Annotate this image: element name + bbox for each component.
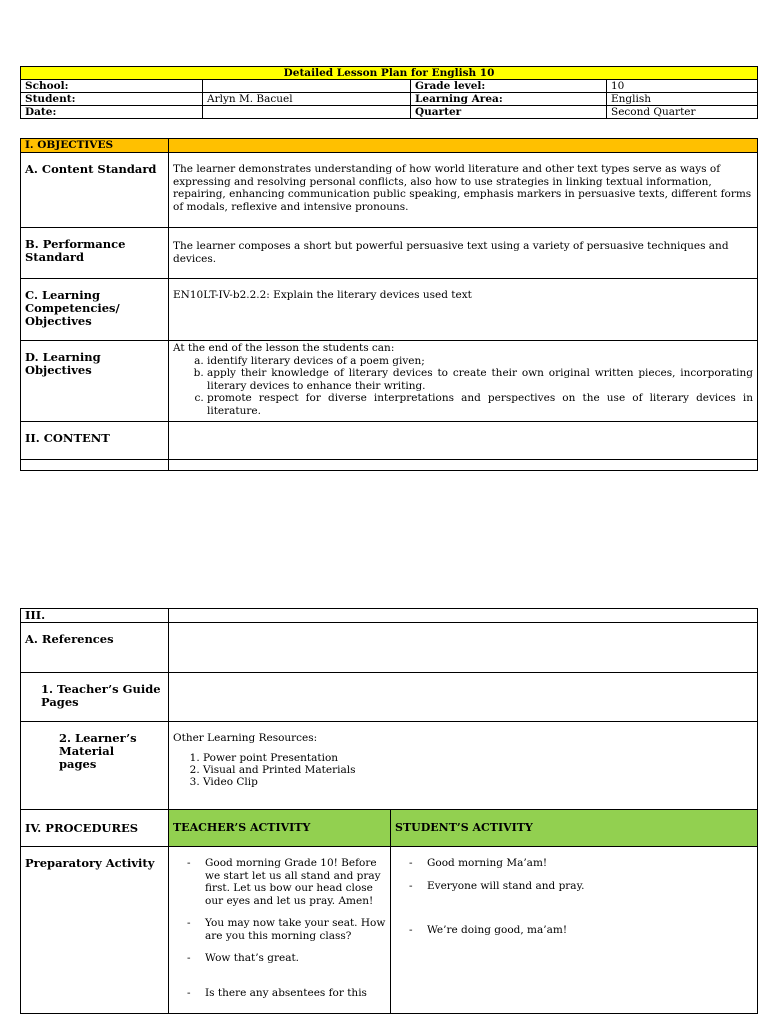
date-label: Date: xyxy=(21,106,203,119)
performance-standard-label: B. Performance Standard xyxy=(21,228,169,279)
objectives-heading-fill xyxy=(169,139,758,153)
procedures-label: IV. PROCEDURES xyxy=(21,810,169,847)
student-activity-item: - We’re doing good, ma’am! xyxy=(409,924,753,937)
teachers-guide-label: 1. Teacher’s Guide Pages xyxy=(21,673,169,722)
content-label: II. CONTENT xyxy=(21,422,169,460)
learning-objectives-cell xyxy=(169,341,758,422)
teacher-activity-item: - Is there any absentees for this xyxy=(187,987,386,1000)
resource-item: 2. Visual and Printed Materials xyxy=(203,764,753,776)
header-row xyxy=(21,80,758,93)
learning-area-value: English xyxy=(607,93,758,106)
objectives-table xyxy=(20,138,758,471)
learning-objectives-intro: At the end of the lesson the students can: xyxy=(173,342,395,354)
empty-cell xyxy=(21,460,169,471)
student-value: Arlyn M. Bacuel xyxy=(203,93,411,106)
learners-material-label: 2. Learner’s Material pages xyxy=(21,722,169,810)
school-value xyxy=(203,80,411,93)
quarter-label: Quarter xyxy=(411,106,607,119)
header-row xyxy=(21,93,758,106)
learning-objectives-list xyxy=(173,355,753,418)
resource-item: 1. Power point Presentation xyxy=(203,752,753,764)
teacher-activity-item: - Good morning Grade 10! Before we start let us all stand and pray first. Let us bow our head close our eyes and let us pray. Amen! xyxy=(187,857,386,907)
other-resources-intro: Other Learning Resources: xyxy=(173,732,318,744)
preparatory-activity-label: Preparatory Activity xyxy=(21,847,169,1014)
student-activity-cell xyxy=(391,847,758,1014)
learning-objective-item: a. identify literary devices of a poem given; xyxy=(207,355,753,368)
learning-objectives-label: D. Learning Objectives xyxy=(21,341,169,422)
header-row xyxy=(21,106,758,119)
section-three-label: III. xyxy=(21,609,169,623)
resource-item: 3. Video Clip xyxy=(203,776,753,788)
content-standard-label: A. Content Standard xyxy=(21,153,169,228)
content-value xyxy=(169,422,758,460)
student-activity-list xyxy=(395,857,753,937)
header-table xyxy=(20,66,758,119)
section-three-value xyxy=(169,609,758,623)
objectives-heading: I. OBJECTIVES xyxy=(21,139,169,153)
teacher-activity-item: - You may now take your seat. How are you this morning class? xyxy=(187,917,386,942)
student-activity-item: - Everyone will stand and pray. xyxy=(409,880,753,893)
lesson-plan-title: Detailed Lesson Plan for English 10 xyxy=(21,67,758,80)
teachers-guide-value xyxy=(169,673,758,722)
student-label: Student: xyxy=(21,93,203,106)
performance-standard-text: The learner composes a short but powerful persuasive text using a variety of persuasive techniques and devices. xyxy=(169,228,758,279)
quarter-value: Second Quarter xyxy=(607,106,758,119)
grade-level-value: 10 xyxy=(607,80,758,93)
teacher-activity-item: - Wow that’s great. xyxy=(187,952,386,965)
competencies-label: C. Learning Competencies/ Objectives xyxy=(21,279,169,341)
empty-cell xyxy=(169,460,758,471)
competencies-text: EN10LT-IV-b2.2.2: Explain the literary devices used text xyxy=(169,279,758,341)
learning-objective-item: c. promote respect for diverse interpretations and perspectives on the use of literary devices in literature. xyxy=(207,392,753,417)
other-resources-list xyxy=(173,752,753,788)
learning-objective-item: b. apply their knowledge of literary devices to create their own original written pieces, incorporating literary devices to enhance their writing. xyxy=(207,367,753,392)
references-label: A. References xyxy=(21,623,169,673)
content-standard-text: The learner demonstrates understanding of how world literature and other text types serve as ways of expressing and resolving personal conflicts, also how to use strategies in linking textual information, repairing, enhancing communication public speaking, emphasis markers in persuasive texts, different forms of modals, reflexive and intensive pronouns. xyxy=(169,153,758,228)
date-value xyxy=(203,106,411,119)
procedures-table xyxy=(20,608,758,1014)
learning-area-label: Learning Area: xyxy=(411,93,607,106)
student-activity-header: STUDENT’S ACTIVITY xyxy=(391,810,758,847)
other-resources-cell xyxy=(169,722,758,810)
teacher-activity-header: TEACHER’S ACTIVITY xyxy=(169,810,391,847)
teacher-activity-list xyxy=(173,857,386,999)
references-value xyxy=(169,623,758,673)
student-activity-item: - Good morning Ma’am! xyxy=(409,857,753,870)
school-label: School: xyxy=(21,80,203,93)
grade-level-label: Grade level: xyxy=(411,80,607,93)
teacher-activity-cell xyxy=(169,847,391,1014)
